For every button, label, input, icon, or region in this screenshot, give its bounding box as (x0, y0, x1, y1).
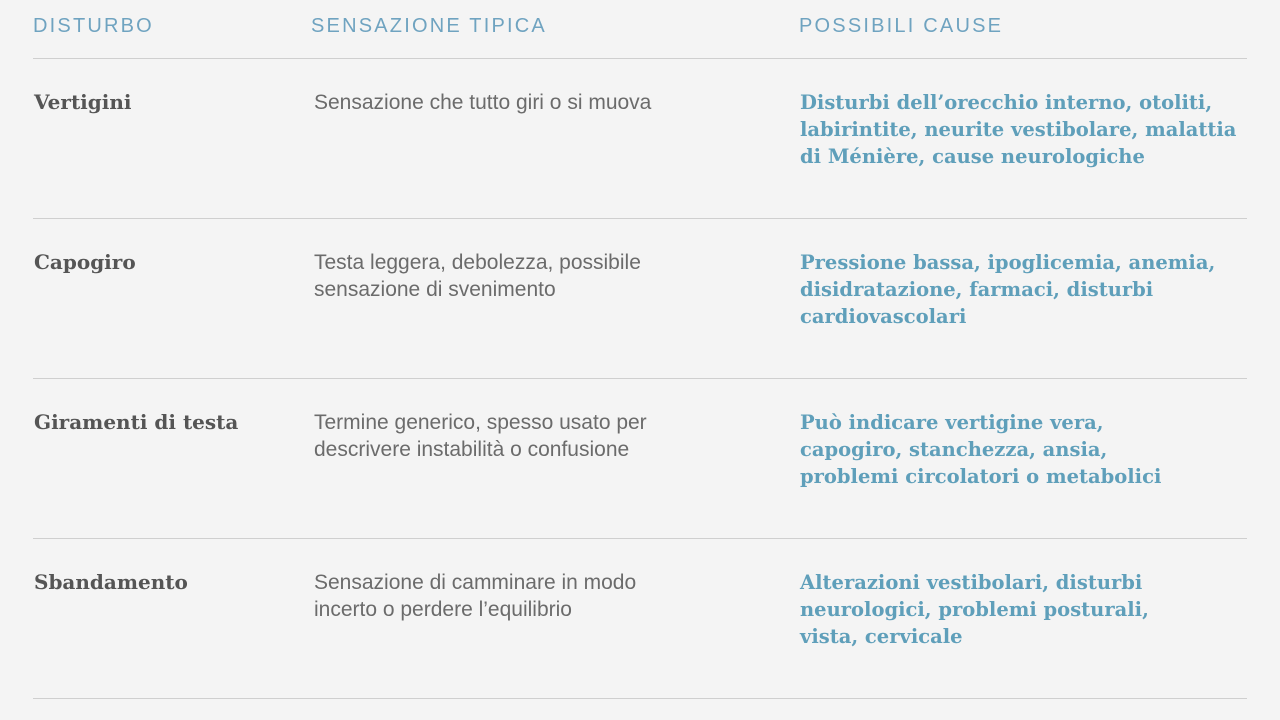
sensazione-line: Sensazione che tutto giri o si muova (314, 91, 652, 114)
cause-line: disidratazione, farmaci, disturbi (800, 278, 1154, 301)
cause-line: neurologici, problemi posturali, (800, 598, 1149, 621)
sensazione-cell (314, 569, 734, 623)
sensazione-cell (314, 409, 734, 463)
cause-cell (800, 409, 1240, 490)
sensazione-line: Sensazione di camminare in modo (314, 571, 637, 594)
table-header (33, 0, 1247, 59)
sensazione-cell (314, 249, 734, 303)
header-cause: POSSIBILI CAUSE (799, 15, 1004, 37)
sensazione-cell (314, 89, 734, 116)
sensazione-line: Termine generico, spesso usato per (314, 411, 647, 434)
header-sensazione: SENSAZIONE TIPICA (311, 15, 547, 37)
cause-line: Alterazioni vestibolari, disturbi (800, 571, 1143, 594)
cause-line: Disturbi dell’orecchio interno, otoliti, (800, 91, 1213, 114)
header-disturbo: DISTURBO (33, 15, 154, 37)
cause-line: capogiro, stanchezza, ansia, (800, 438, 1108, 461)
sensazione-line: sensazione di svenimento (314, 278, 556, 301)
cause-line: Pressione bassa, ipoglicemia, anemia, (800, 251, 1216, 274)
symptoms-table (33, 0, 1247, 699)
cause-line: cardiovascolari (800, 305, 967, 328)
sensazione-line: incerto o perdere l’equilibrio (314, 598, 572, 621)
cause-line: di Ménière, cause neurologiche (800, 145, 1145, 168)
cause-cell (800, 249, 1240, 330)
sensazione-line: Testa leggera, debolezza, possibile (314, 251, 641, 274)
cause-cell (800, 89, 1240, 170)
table-row (33, 379, 1247, 539)
disturbo-cell: Capogiro (34, 250, 136, 274)
disturbo-cell: Sbandamento (34, 570, 188, 594)
table-row (33, 539, 1247, 699)
cause-line: problemi circolatori o metabolici (800, 465, 1162, 488)
cause-line: vista, cervicale (800, 625, 963, 648)
cause-line: Può indicare vertigine vera, (800, 411, 1104, 434)
disturbo-cell: Giramenti di testa (34, 410, 239, 434)
table-row (33, 219, 1247, 379)
disturbo-cell: Vertigini (34, 90, 132, 114)
sensazione-line: descrivere instabilità o confusione (314, 438, 630, 461)
cause-cell (800, 569, 1240, 650)
table-row (33, 59, 1247, 219)
cause-line: labirintite, neurite vestibolare, malattia (800, 118, 1237, 141)
